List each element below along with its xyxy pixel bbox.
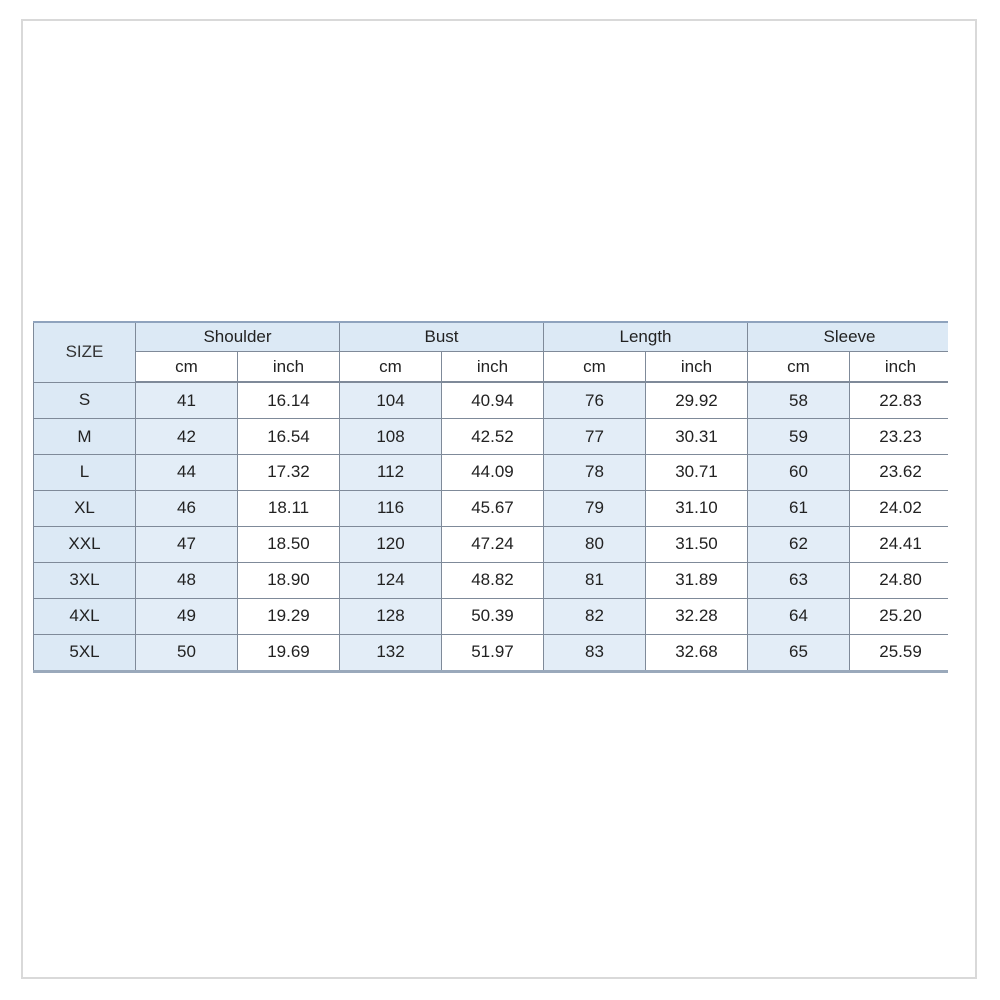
- value-cell-cm: 79: [544, 490, 646, 526]
- value-cell-inch: 30.71: [646, 455, 748, 491]
- table-row: [34, 634, 949, 671]
- value-cell-inch: 16.54: [238, 419, 340, 455]
- value-cell-inch: 24.41: [850, 526, 949, 562]
- value-cell-cm: 128: [340, 598, 442, 634]
- value-cell-inch: 42.52: [442, 419, 544, 455]
- value-cell-cm: 64: [748, 598, 850, 634]
- value-cell-inch: 32.68: [646, 634, 748, 671]
- value-cell-cm: 82: [544, 598, 646, 634]
- value-cell-inch: 29.92: [646, 382, 748, 419]
- unit-header-sleeve-cm: cm: [748, 352, 850, 383]
- value-cell-inch: 18.90: [238, 562, 340, 598]
- value-cell-inch: 31.89: [646, 562, 748, 598]
- value-cell-cm: 59: [748, 419, 850, 455]
- table-row: [34, 598, 949, 634]
- value-cell-cm: 112: [340, 455, 442, 491]
- header-row-groups: [34, 322, 949, 352]
- value-cell-cm: 104: [340, 382, 442, 419]
- unit-header-shoulder-inch: inch: [238, 352, 340, 383]
- value-cell-inch: 50.39: [442, 598, 544, 634]
- size-label-cell: 4XL: [34, 598, 136, 634]
- value-cell-inch: 30.31: [646, 419, 748, 455]
- value-cell-inch: 18.50: [238, 526, 340, 562]
- value-cell-cm: 78: [544, 455, 646, 491]
- value-cell-inch: 16.14: [238, 382, 340, 419]
- value-cell-inch: 19.29: [238, 598, 340, 634]
- value-cell-cm: 42: [136, 419, 238, 455]
- value-cell-inch: 48.82: [442, 562, 544, 598]
- group-header-shoulder: Shoulder: [136, 322, 340, 352]
- value-cell-inch: 31.10: [646, 490, 748, 526]
- value-cell-inch: 17.32: [238, 455, 340, 491]
- value-cell-inch: 47.24: [442, 526, 544, 562]
- size-label-cell: L: [34, 455, 136, 491]
- size-table: [33, 321, 948, 673]
- value-cell-cm: 62: [748, 526, 850, 562]
- value-cell-inch: 40.94: [442, 382, 544, 419]
- value-cell-inch: 25.20: [850, 598, 949, 634]
- table-row: [34, 562, 949, 598]
- value-cell-inch: 32.28: [646, 598, 748, 634]
- value-cell-cm: 63: [748, 562, 850, 598]
- value-cell-inch: 23.62: [850, 455, 949, 491]
- value-cell-inch: 18.11: [238, 490, 340, 526]
- table-row: [34, 526, 949, 562]
- value-cell-cm: 83: [544, 634, 646, 671]
- value-cell-inch: 24.02: [850, 490, 949, 526]
- size-table-body: [34, 382, 949, 672]
- unit-header-bust-inch: inch: [442, 352, 544, 383]
- unit-header-bust-cm: cm: [340, 352, 442, 383]
- size-label-cell: M: [34, 419, 136, 455]
- value-cell-cm: 80: [544, 526, 646, 562]
- table-row: [34, 490, 949, 526]
- value-cell-cm: 124: [340, 562, 442, 598]
- value-cell-inch: 22.83: [850, 382, 949, 419]
- value-cell-cm: 77: [544, 419, 646, 455]
- value-cell-cm: 44: [136, 455, 238, 491]
- size-label-cell: 5XL: [34, 634, 136, 671]
- value-cell-inch: 23.23: [850, 419, 949, 455]
- value-cell-inch: 51.97: [442, 634, 544, 671]
- value-cell-cm: 76: [544, 382, 646, 419]
- table-row: [34, 419, 949, 455]
- unit-header-shoulder-cm: cm: [136, 352, 238, 383]
- value-cell-cm: 108: [340, 419, 442, 455]
- value-cell-cm: 46: [136, 490, 238, 526]
- size-column-header: SIZE: [34, 322, 136, 382]
- value-cell-inch: 44.09: [442, 455, 544, 491]
- value-cell-inch: 45.67: [442, 490, 544, 526]
- table-row: [34, 382, 949, 419]
- group-header-sleeve: Sleeve: [748, 322, 949, 352]
- size-chart: [33, 321, 948, 673]
- size-label-cell: 3XL: [34, 562, 136, 598]
- value-cell-cm: 41: [136, 382, 238, 419]
- size-label-cell: S: [34, 382, 136, 419]
- value-cell-cm: 58: [748, 382, 850, 419]
- value-cell-cm: 49: [136, 598, 238, 634]
- value-cell-cm: 47: [136, 526, 238, 562]
- value-cell-cm: 48: [136, 562, 238, 598]
- size-label-cell: XXL: [34, 526, 136, 562]
- unit-header-length-cm: cm: [544, 352, 646, 383]
- value-cell-cm: 81: [544, 562, 646, 598]
- value-cell-cm: 60: [748, 455, 850, 491]
- value-cell-inch: 19.69: [238, 634, 340, 671]
- value-cell-cm: 132: [340, 634, 442, 671]
- table-row: [34, 455, 949, 491]
- header-row-units: [34, 352, 949, 383]
- value-cell-cm: 65: [748, 634, 850, 671]
- value-cell-inch: 31.50: [646, 526, 748, 562]
- unit-header-length-inch: inch: [646, 352, 748, 383]
- size-label-cell: XL: [34, 490, 136, 526]
- value-cell-cm: 120: [340, 526, 442, 562]
- value-cell-cm: 50: [136, 634, 238, 671]
- group-header-length: Length: [544, 322, 748, 352]
- value-cell-cm: 116: [340, 490, 442, 526]
- value-cell-inch: 24.80: [850, 562, 949, 598]
- value-cell-cm: 61: [748, 490, 850, 526]
- value-cell-inch: 25.59: [850, 634, 949, 671]
- unit-header-sleeve-inch: inch: [850, 352, 949, 383]
- group-header-bust: Bust: [340, 322, 544, 352]
